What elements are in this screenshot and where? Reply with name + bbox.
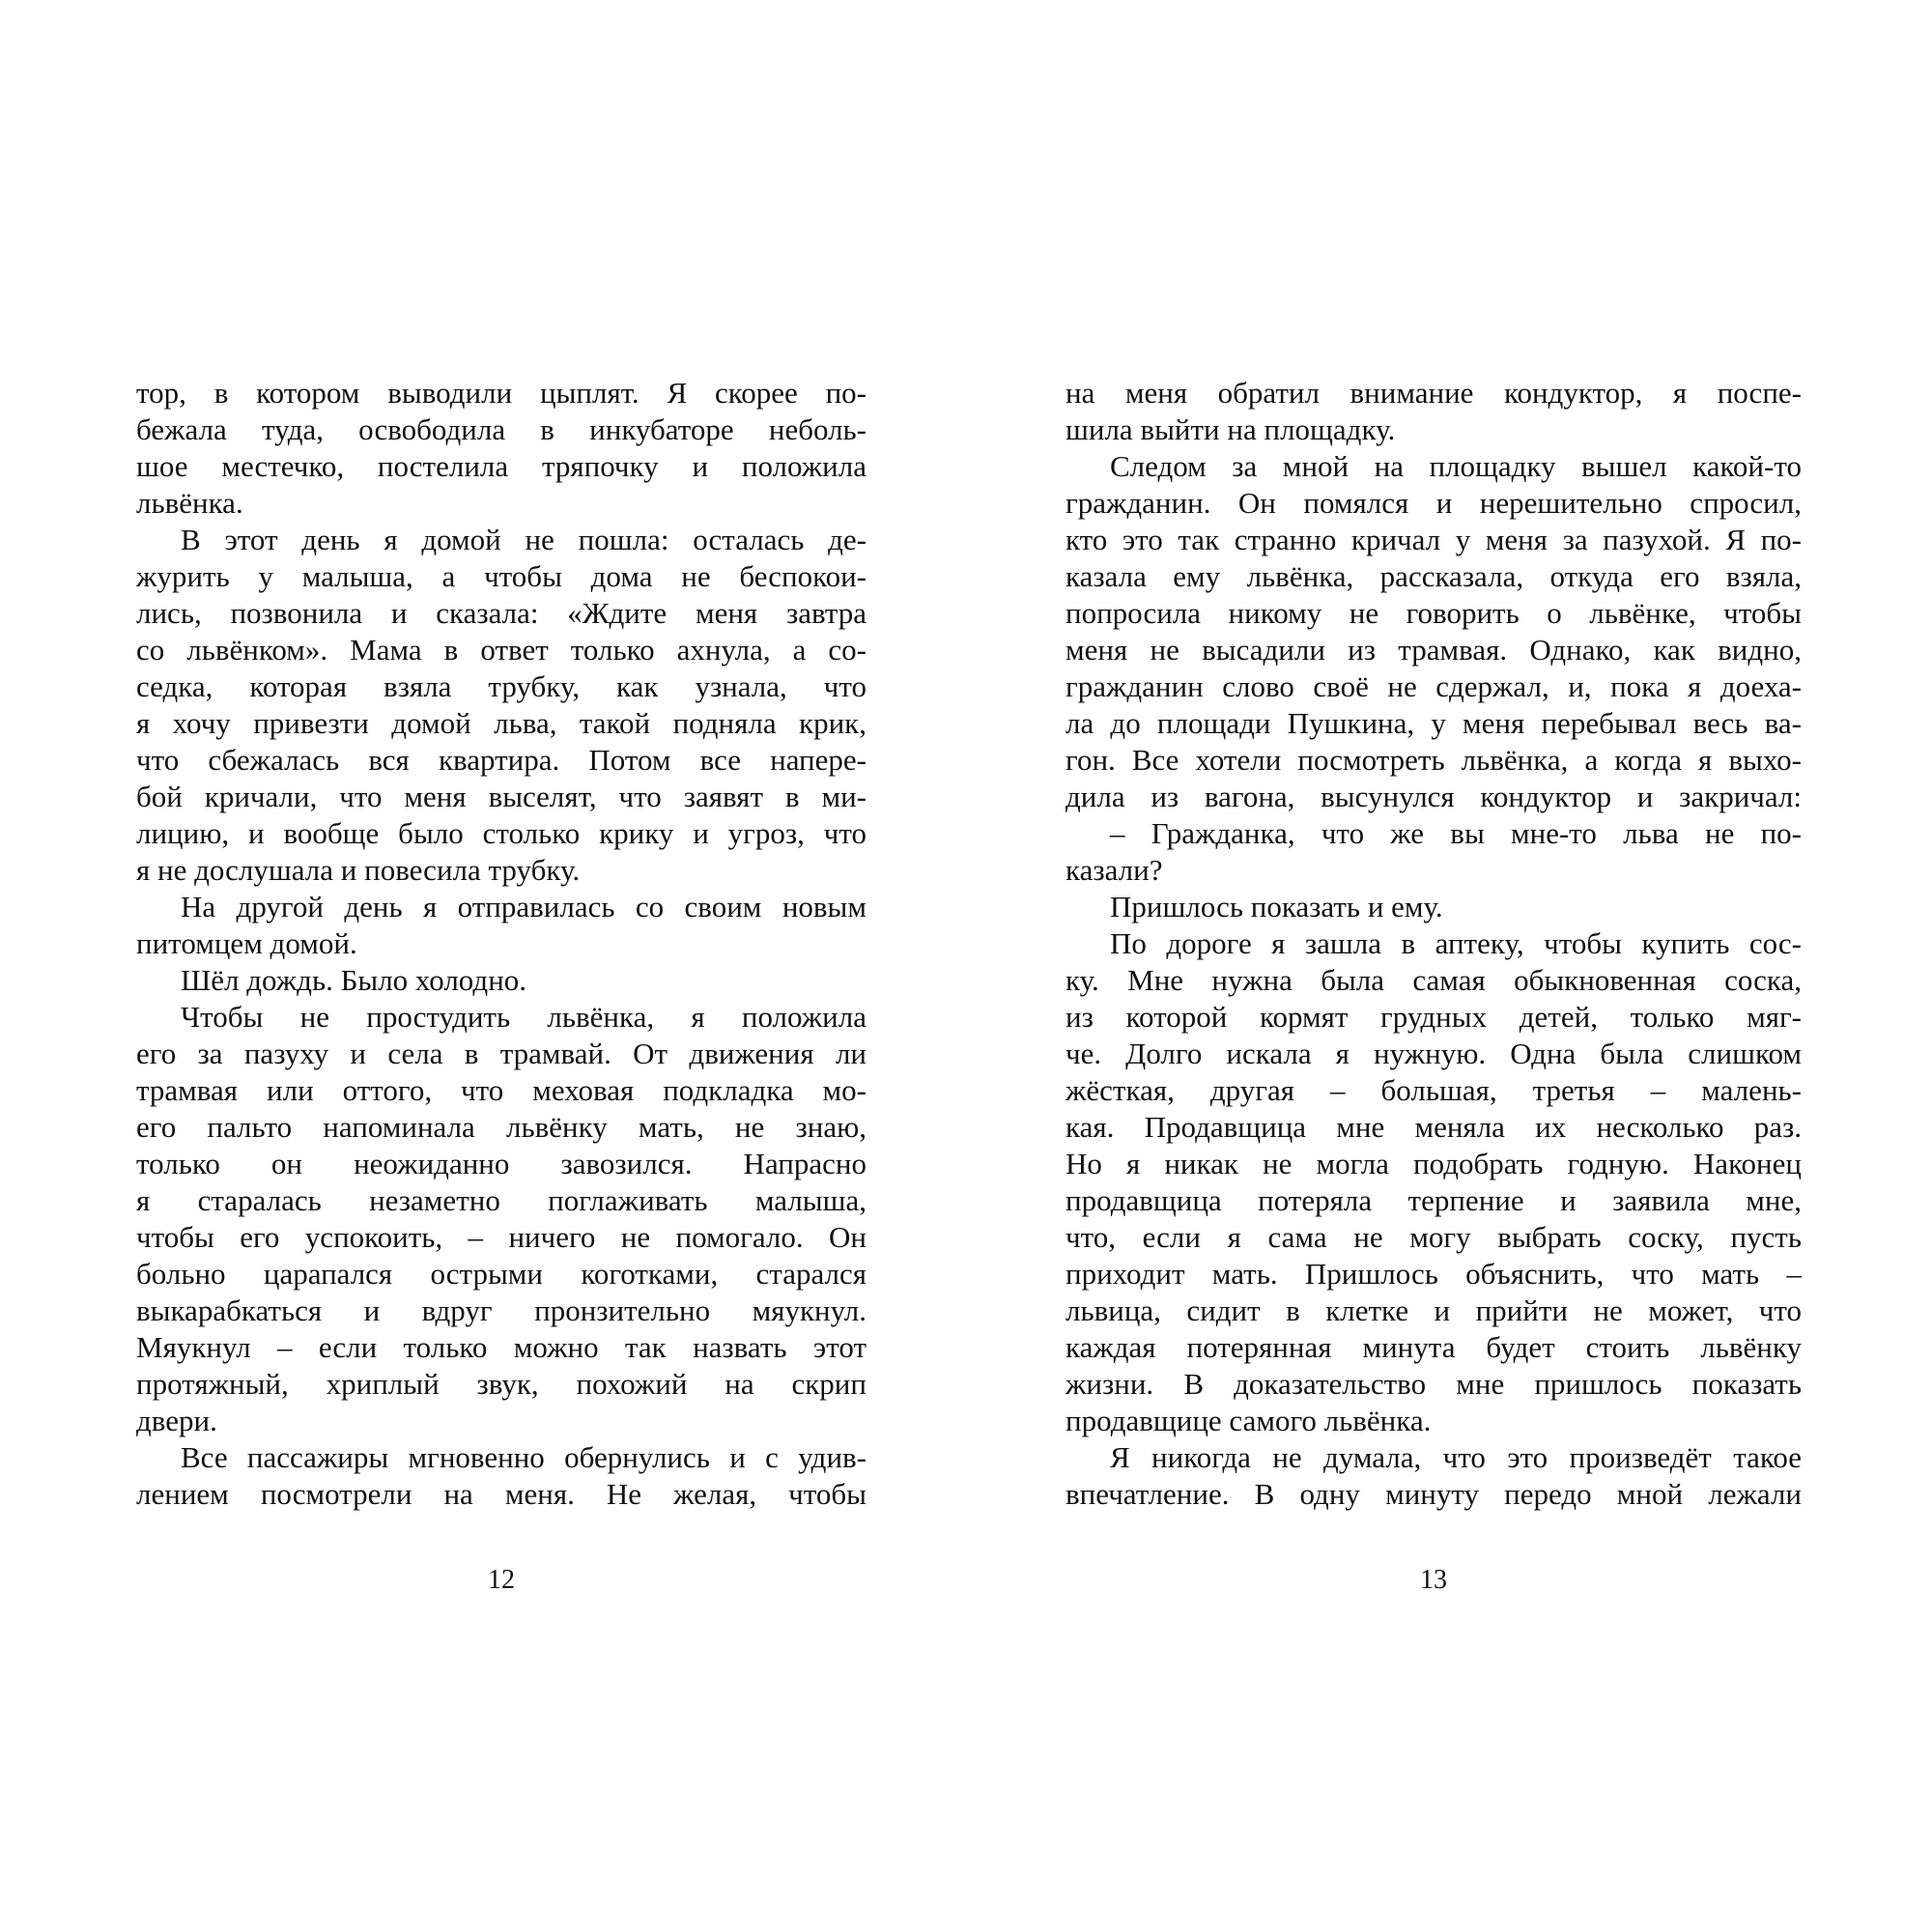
- text-line: протяжный, хриплый звук, похожий на скрип: [136, 1367, 867, 1401]
- text-line: я не дослушала и повесила трубку.: [136, 853, 581, 887]
- text-line: бой кричали, что меня выселят, что заявят в ми-: [136, 780, 867, 813]
- text-line: казала ему львёнка, рассказала, откуда его взяла,: [1065, 559, 1802, 593]
- text-line: его пальто напоминала львёнку мать, не знаю,: [136, 1110, 867, 1144]
- text-line: кто это так странно кричал у меня за пазухой. Я по-: [1065, 523, 1802, 556]
- text-line: На другой день я отправилась со своим новым: [181, 890, 867, 923]
- page-number-right: 13: [1420, 1565, 1447, 1595]
- text-line: Мяукнул – если только можно так назвать этот: [136, 1330, 867, 1364]
- text-line: больно царапался острыми коготками, старался: [136, 1257, 867, 1291]
- text-line: из которой кормят грудных детей, только мяг-: [1065, 1000, 1802, 1034]
- text-line: попросила никому не говорить о львёнке, чтобы: [1065, 596, 1802, 630]
- text-line: лицию, и вообще было столько крику и угроз, что: [136, 816, 867, 850]
- text-line: гон. Все хотели посмотреть львёнка, а когда я выхо-: [1065, 743, 1802, 777]
- text-line: Я никогда не думала, что это произведёт такое: [1110, 1440, 1802, 1474]
- page-number-left: 12: [488, 1565, 515, 1595]
- right-page-text: [1065, 375, 1802, 1513]
- text-line: журить у малыша, а чтобы дома не беспокои-: [136, 559, 867, 593]
- text-line: Чтобы не простудить львёнка, я положила: [181, 1000, 867, 1034]
- text-line: только он неожиданно завозился. Напрасно: [136, 1147, 867, 1180]
- text-line: на меня обратил внимание кондуктор, я поспе-: [1065, 376, 1802, 410]
- text-line: что, если я сама не могу выбрать соску, пусть: [1065, 1220, 1802, 1254]
- text-line: я хочу привезти домой льва, такой подняла крик,: [136, 706, 867, 740]
- text-line: – Гражданка, что же вы мне-то льва не по-: [1110, 816, 1802, 850]
- text-line: его за пазуху и села в трамвай. От движения ли: [136, 1037, 867, 1070]
- text-line: В этот день я домой не пошла: осталась де-: [181, 523, 867, 556]
- text-line: Пришлось показать и ему.: [1110, 890, 1443, 923]
- text-line: гражданин. Он помялся и нерешительно спросил,: [1065, 486, 1802, 520]
- text-line: Следом за мной на площадку вышел какой-то: [1110, 449, 1802, 483]
- text-line: гражданин слово своё не сдержал, и, пока я доеха-: [1065, 669, 1802, 703]
- text-line: лением посмотрели на меня. Не желая, чтобы: [136, 1477, 867, 1511]
- text-line: львица, сидит в клетке и прийти не может, что: [1065, 1293, 1802, 1327]
- text-line: ку. Мне нужна была самая обыкновенная соска,: [1065, 963, 1802, 997]
- text-line: шила выйти на площадку.: [1065, 412, 1396, 446]
- text-line: кая. Продавщица мне меняла их несколько раз.: [1065, 1110, 1802, 1144]
- text-line: тор, в котором выводили цыплят. Я скорее по-: [136, 376, 867, 410]
- text-line: бежала туда, освободила в инкубаторе неболь-: [136, 412, 867, 446]
- text-line: впечатление. В одну минуту передо мной лежали: [1065, 1477, 1802, 1511]
- text-line: со львёнком». Мама в ответ только ахнула, а со-: [136, 633, 867, 667]
- text-line: продавщице самого львёнка.: [1065, 1404, 1432, 1437]
- text-line: львёнка.: [136, 486, 243, 520]
- text-line: Шёл дождь. Было холодно.: [181, 963, 527, 997]
- text-line: шое местечко, постелила тряпочку и положила: [136, 449, 867, 483]
- text-line: седка, которая взяла трубку, как узнала, что: [136, 669, 867, 703]
- text-line: продавщица потеряла терпение и заявила мне,: [1065, 1183, 1802, 1217]
- text-line: жизни. В доказательство мне пришлось показать: [1065, 1367, 1802, 1401]
- text-line: че. Долго искала я нужную. Одна была слишком: [1065, 1037, 1802, 1070]
- text-line: жёсткая, другая – большая, третья – малень-: [1065, 1073, 1802, 1107]
- text-line: что сбежалась вся квартира. Потом все напере-: [136, 743, 867, 777]
- text-line: я старалась незаметно поглаживать малыша,: [136, 1183, 867, 1217]
- text-line: чтобы его успокоить, – ничего не помогало. Он: [136, 1220, 867, 1254]
- text-line: По дороге я зашла в аптеку, чтобы купить сос-: [1110, 926, 1802, 960]
- text-line: ла до площади Пушкина, у меня перебывал весь ва-: [1065, 706, 1802, 740]
- text-line: лись, позвонила и сказала: «Ждите меня завтра: [136, 596, 867, 630]
- text-line: каждая потерянная минута будет стоить львёнку: [1065, 1330, 1802, 1364]
- text-line: приходит мать. Пришлось объяснить, что мать –: [1065, 1257, 1802, 1291]
- text-line: двери.: [136, 1404, 217, 1437]
- text-line: дила из вагона, высунулся кондуктор и закричал:: [1065, 780, 1802, 813]
- text-line: меня не высадили из трамвая. Однако, как видно,: [1065, 633, 1802, 667]
- text-line: питомцем домой.: [136, 926, 357, 960]
- left-page-text: [136, 375, 867, 1513]
- text-line: Но я никак не могла подобрать годную. Наконец: [1065, 1147, 1802, 1180]
- text-line: казали?: [1065, 853, 1163, 887]
- text-line: трамвая или оттого, что меховая подкладка мо-: [136, 1073, 867, 1107]
- text-line: Все пассажиры мгновенно обернулись и с удив-: [181, 1440, 867, 1474]
- text-line: выкарабкаться и вдруг пронзительно мяукнул.: [136, 1293, 867, 1327]
